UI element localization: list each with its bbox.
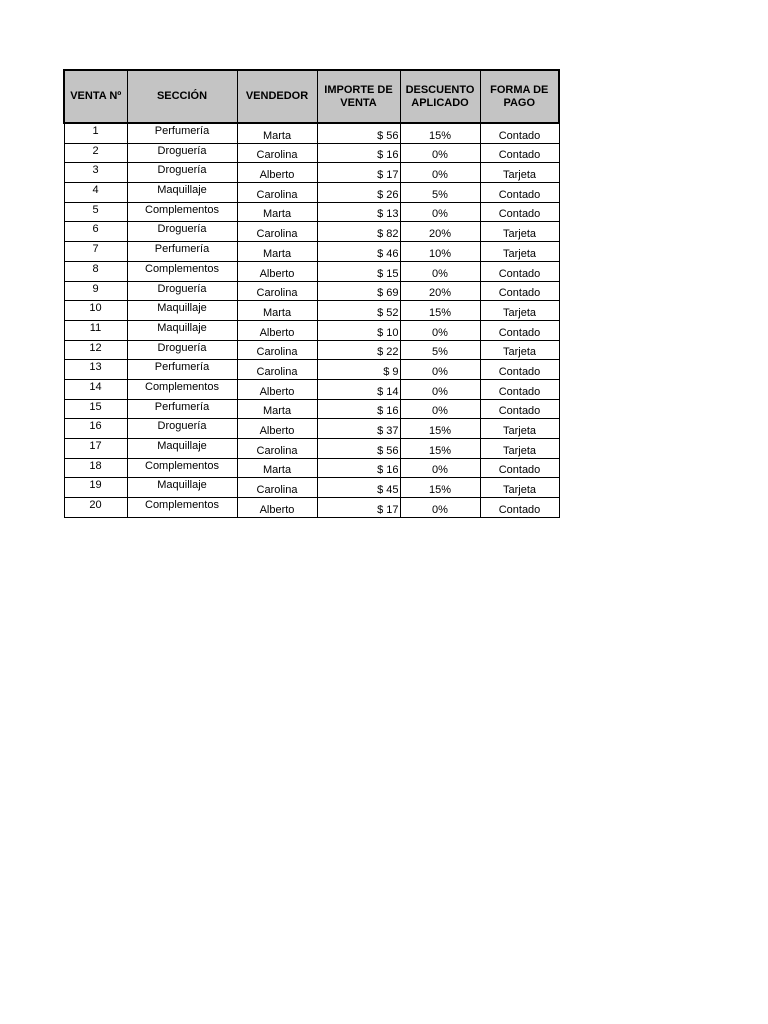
cell-importe: $ 46: [317, 242, 400, 262]
cell-descuento: 0%: [400, 261, 480, 281]
table-row: [64, 498, 559, 518]
cell-descuento: 0%: [400, 143, 480, 163]
table-row: [64, 261, 559, 281]
cell-importe: $ 16: [317, 458, 400, 478]
table-row: [64, 439, 559, 459]
table-row: [64, 123, 559, 143]
cell-vendedor: Marta: [237, 123, 317, 143]
table-row: [64, 202, 559, 222]
table-row: [64, 399, 559, 419]
table-row: [64, 379, 559, 399]
cell-importe: $ 56: [317, 123, 400, 143]
cell-forma-pago: Contado: [480, 320, 559, 340]
cell-importe: $ 14: [317, 379, 400, 399]
cell-descuento: 0%: [400, 498, 480, 518]
cell-descuento: 15%: [400, 439, 480, 459]
sales-table: [63, 69, 560, 518]
table-row: [64, 163, 559, 183]
cell-seccion: Complementos: [127, 379, 237, 399]
cell-vendedor: Carolina: [237, 439, 317, 459]
cell-vendedor: Marta: [237, 399, 317, 419]
table-row: [64, 478, 559, 498]
cell-seccion: Droguería: [127, 419, 237, 439]
cell-vendedor: Alberto: [237, 498, 317, 518]
cell-descuento: 0%: [400, 202, 480, 222]
cell-forma-pago: Tarjeta: [480, 301, 559, 321]
cell-descuento: 0%: [400, 379, 480, 399]
cell-venta-no: 19: [64, 478, 127, 498]
cell-descuento: 0%: [400, 360, 480, 380]
cell-seccion: Maquillaje: [127, 183, 237, 203]
cell-importe: $ 56: [317, 439, 400, 459]
cell-venta-no: 18: [64, 458, 127, 478]
cell-forma-pago: Contado: [480, 143, 559, 163]
cell-venta-no: 15: [64, 399, 127, 419]
cell-seccion: Perfumería: [127, 123, 237, 143]
cell-descuento: 15%: [400, 123, 480, 143]
cell-vendedor: Marta: [237, 458, 317, 478]
cell-descuento: 0%: [400, 320, 480, 340]
cell-importe: $ 37: [317, 419, 400, 439]
cell-venta-no: 4: [64, 183, 127, 203]
cell-venta-no: 8: [64, 261, 127, 281]
cell-descuento: 15%: [400, 301, 480, 321]
cell-forma-pago: Tarjeta: [480, 340, 559, 360]
cell-seccion: Complementos: [127, 202, 237, 222]
cell-importe: $ 16: [317, 399, 400, 419]
cell-vendedor: Marta: [237, 202, 317, 222]
cell-venta-no: 13: [64, 360, 127, 380]
table-row: [64, 301, 559, 321]
cell-seccion: Complementos: [127, 261, 237, 281]
cell-seccion: Droguería: [127, 340, 237, 360]
cell-vendedor: Carolina: [237, 183, 317, 203]
cell-descuento: 5%: [400, 183, 480, 203]
cell-seccion: Droguería: [127, 281, 237, 301]
cell-importe: $ 9: [317, 360, 400, 380]
cell-forma-pago: Tarjeta: [480, 222, 559, 242]
cell-seccion: Maquillaje: [127, 478, 237, 498]
cell-seccion: Droguería: [127, 143, 237, 163]
header-forma-pago: FORMA DE PAGO: [480, 70, 559, 123]
cell-importe: $ 10: [317, 320, 400, 340]
cell-seccion: Droguería: [127, 163, 237, 183]
cell-venta-no: 16: [64, 419, 127, 439]
cell-importe: $ 17: [317, 498, 400, 518]
cell-descuento: 20%: [400, 281, 480, 301]
cell-venta-no: 6: [64, 222, 127, 242]
cell-venta-no: 20: [64, 498, 127, 518]
cell-seccion: Complementos: [127, 458, 237, 478]
table-row: [64, 143, 559, 163]
cell-forma-pago: Contado: [480, 458, 559, 478]
table-row: [64, 281, 559, 301]
cell-forma-pago: Contado: [480, 360, 559, 380]
cell-importe: $ 17: [317, 163, 400, 183]
cell-venta-no: 3: [64, 163, 127, 183]
cell-importe: $ 13: [317, 202, 400, 222]
cell-seccion: Maquillaje: [127, 439, 237, 459]
cell-vendedor: Alberto: [237, 320, 317, 340]
cell-venta-no: 1: [64, 123, 127, 143]
cell-forma-pago: Tarjeta: [480, 439, 559, 459]
cell-forma-pago: Contado: [480, 202, 559, 222]
table-row: [64, 222, 559, 242]
table-row: [64, 183, 559, 203]
header-row: [64, 70, 559, 123]
cell-forma-pago: Tarjeta: [480, 163, 559, 183]
header-vendedor: VENDEDOR: [237, 70, 317, 123]
table-body: [64, 123, 559, 517]
table-row: [64, 340, 559, 360]
cell-forma-pago: Tarjeta: [480, 242, 559, 262]
cell-venta-no: 7: [64, 242, 127, 262]
cell-forma-pago: Contado: [480, 379, 559, 399]
cell-descuento: 0%: [400, 458, 480, 478]
cell-venta-no: 10: [64, 301, 127, 321]
cell-seccion: Complementos: [127, 498, 237, 518]
cell-venta-no: 17: [64, 439, 127, 459]
cell-venta-no: 12: [64, 340, 127, 360]
table-row: [64, 242, 559, 262]
cell-vendedor: Carolina: [237, 143, 317, 163]
cell-descuento: 15%: [400, 478, 480, 498]
cell-descuento: 15%: [400, 419, 480, 439]
cell-descuento: 0%: [400, 163, 480, 183]
cell-vendedor: Carolina: [237, 222, 317, 242]
cell-venta-no: 5: [64, 202, 127, 222]
table-row: [64, 458, 559, 478]
header-seccion: SECCIÓN: [127, 70, 237, 123]
cell-venta-no: 14: [64, 379, 127, 399]
cell-importe: $ 16: [317, 143, 400, 163]
cell-descuento: 20%: [400, 222, 480, 242]
cell-forma-pago: Contado: [480, 281, 559, 301]
cell-forma-pago: Contado: [480, 123, 559, 143]
cell-seccion: Maquillaje: [127, 320, 237, 340]
sales-sheet: [63, 69, 560, 518]
cell-forma-pago: Contado: [480, 498, 559, 518]
cell-vendedor: Carolina: [237, 340, 317, 360]
cell-vendedor: Marta: [237, 242, 317, 262]
cell-vendedor: Marta: [237, 301, 317, 321]
cell-seccion: Maquillaje: [127, 301, 237, 321]
cell-vendedor: Carolina: [237, 360, 317, 380]
cell-venta-no: 2: [64, 143, 127, 163]
cell-seccion: Perfumería: [127, 360, 237, 380]
cell-descuento: 5%: [400, 340, 480, 360]
cell-venta-no: 11: [64, 320, 127, 340]
cell-vendedor: Alberto: [237, 379, 317, 399]
cell-vendedor: Alberto: [237, 261, 317, 281]
cell-vendedor: Carolina: [237, 478, 317, 498]
cell-importe: $ 82: [317, 222, 400, 242]
table-row: [64, 360, 559, 380]
cell-importe: $ 15: [317, 261, 400, 281]
header-importe: IMPORTE DE VENTA: [317, 70, 400, 123]
table-row: [64, 419, 559, 439]
cell-forma-pago: Tarjeta: [480, 478, 559, 498]
cell-seccion: Droguería: [127, 222, 237, 242]
cell-forma-pago: Contado: [480, 183, 559, 203]
cell-forma-pago: Contado: [480, 261, 559, 281]
header-descuento: DESCUENTO APLICADO: [400, 70, 480, 123]
table-row: [64, 320, 559, 340]
cell-importe: $ 26: [317, 183, 400, 203]
cell-descuento: 10%: [400, 242, 480, 262]
cell-forma-pago: Contado: [480, 399, 559, 419]
cell-descuento: 0%: [400, 399, 480, 419]
cell-importe: $ 69: [317, 281, 400, 301]
cell-importe: $ 45: [317, 478, 400, 498]
cell-importe: $ 22: [317, 340, 400, 360]
cell-importe: $ 52: [317, 301, 400, 321]
cell-seccion: Perfumería: [127, 242, 237, 262]
cell-vendedor: Carolina: [237, 281, 317, 301]
cell-vendedor: Alberto: [237, 163, 317, 183]
header-venta-no: VENTA Nº: [64, 70, 127, 123]
cell-seccion: Perfumería: [127, 399, 237, 419]
cell-forma-pago: Tarjeta: [480, 419, 559, 439]
cell-vendedor: Alberto: [237, 419, 317, 439]
cell-venta-no: 9: [64, 281, 127, 301]
